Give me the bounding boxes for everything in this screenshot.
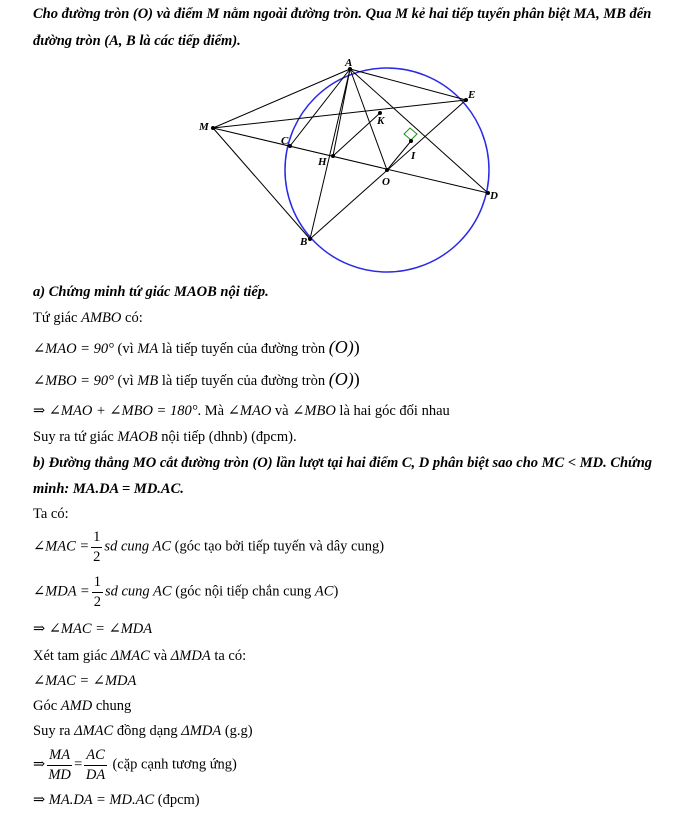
part-b-line-8: Suy ra ΔMAC đồng dạng ΔMDA (g.g) xyxy=(33,723,253,739)
part-b-line-5: Xét tam giác ΔMAC và ΔMDA ta có: xyxy=(33,648,247,664)
segment-oi xyxy=(387,141,411,170)
label-h: H xyxy=(318,156,327,168)
part-b-line-9: ⇒ $\frac{MA}{MD}$ = $\frac{AC}{DA}$ (cặp cạnh tương ứng) xyxy=(33,747,237,783)
segment-ma xyxy=(213,69,350,128)
part-a-line-2: ∠MAO = 90° (vì MA là tiếp tuyến của đường tròn (O)) xyxy=(33,337,360,357)
problem-line-1: Cho đường tròn (O) và điểm M nằm ngoài đường tròn. Qua M kẻ hai tiếp tuyến phân biệt MA, MB đến xyxy=(33,6,652,22)
part-a-line-1: Tứ giác AMBO có: xyxy=(33,310,143,326)
part-a-line-5: Suy ra tứ giác MAOB nội tiếp (dhnb) (đpcm). xyxy=(33,429,297,445)
label-e: E xyxy=(468,89,476,101)
label-k: K xyxy=(377,115,385,127)
segment-md xyxy=(213,128,488,193)
label-a: A xyxy=(345,57,353,69)
part-a-line-3: ∠MBO = 90° (vì MB là tiếp tuyến của đường tròn (O)) xyxy=(33,369,360,389)
label-c: C xyxy=(281,135,289,147)
part-b-line-3: ∠MDA = $\frac{1}{2}$ sd cung AC (góc nội tiếp chắn cung AC) xyxy=(33,574,339,610)
part-b-line-4: ⇒ ∠MAC = ∠MDA xyxy=(33,621,153,637)
part-b-line-2: ∠MAC = $\frac{1}{2}$ sd cung AC (góc tạo bởi tiếp tuyến và dây cung) xyxy=(33,529,385,565)
part-b-line-7: Góc AMD chung xyxy=(33,698,132,714)
label-d: D xyxy=(490,190,498,202)
problem-line-2: đường tròn (A, B là các tiếp điểm). xyxy=(33,33,241,49)
part-b-line-1: Ta có: xyxy=(33,506,69,522)
right-angle-mark xyxy=(404,128,417,140)
label-m: M xyxy=(199,121,209,133)
part-b-line-10: ⇒ MA.DA = MD.AC (đpcm) xyxy=(33,792,200,808)
part-a-line-4: ⇒ ∠MAO + ∠MBO = 180°. Mà ∠MAO và ∠MBO là hai góc đối nhau xyxy=(33,403,450,419)
label-i: I xyxy=(411,150,416,162)
part-b-heading-1: b) Đường thẳng MO cắt đường tròn (O) lần lượt tại hai điểm C, D phân biệt sao cho MC < MD. Chứng xyxy=(33,455,653,471)
segment-mb xyxy=(213,128,310,239)
part-b-line-6: ∠MAC = ∠MDA xyxy=(33,673,137,689)
label-o: O xyxy=(382,176,390,188)
geometry-figure xyxy=(0,0,700,280)
part-b-heading-2: minh: MA.DA = MD.AC. xyxy=(33,481,184,497)
part-a-heading: a) Chứng minh tứ giác MAOB nội tiếp. xyxy=(33,284,269,300)
label-b: B xyxy=(300,236,308,248)
